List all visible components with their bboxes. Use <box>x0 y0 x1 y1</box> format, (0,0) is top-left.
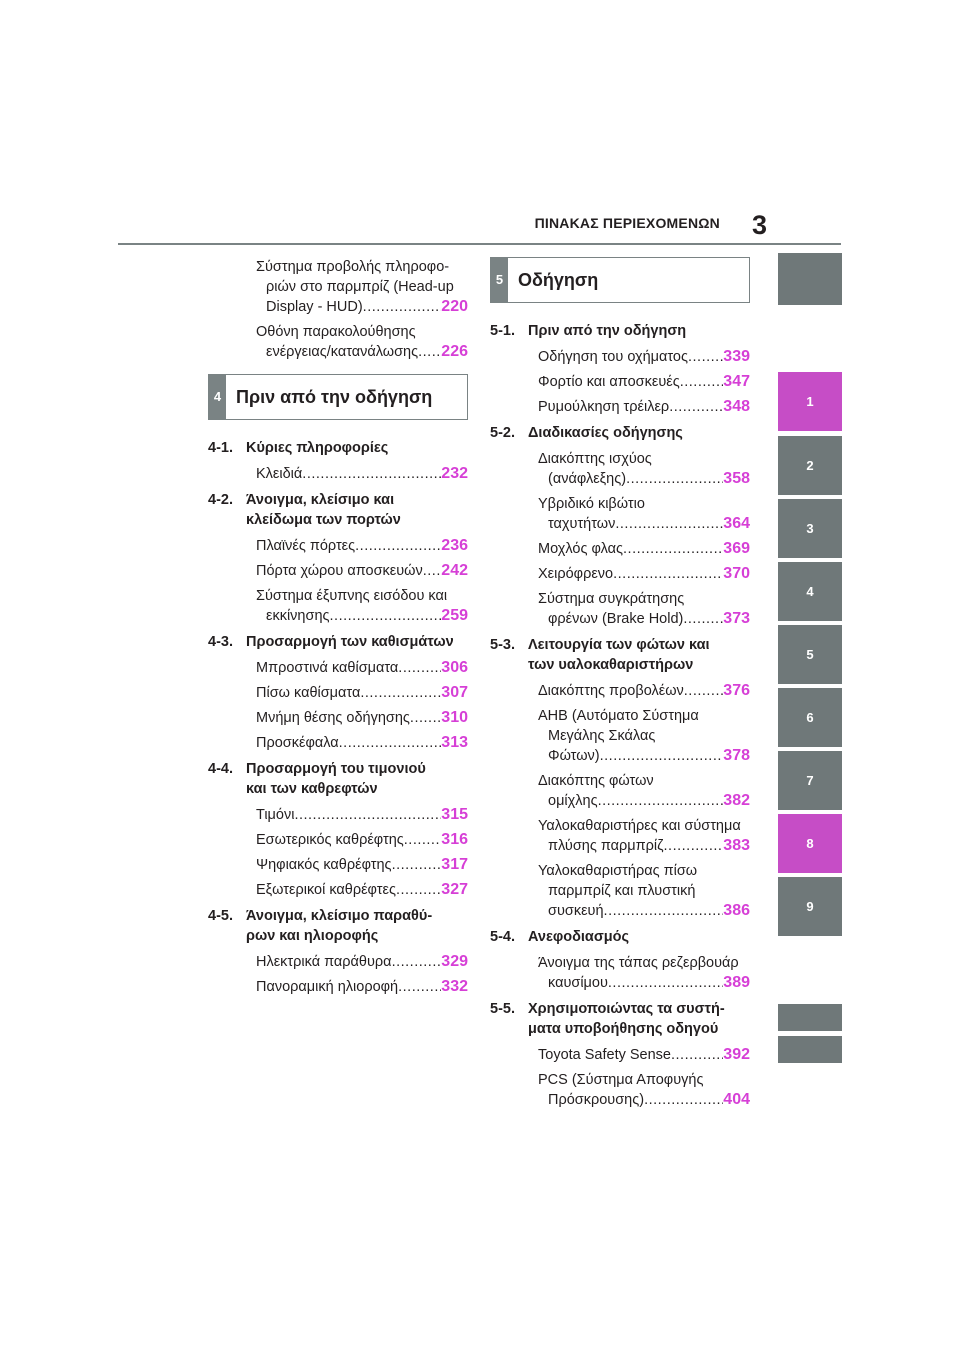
section-heading <box>490 927 750 947</box>
dot-leader <box>669 397 723 417</box>
page-reference-link[interactable]: 315 <box>441 806 468 823</box>
dot-leader <box>398 977 441 997</box>
toc-entry-text: Εξωτερικοί καθρέφτες <box>256 882 396 898</box>
toc-entry-text: AHB (Αυτόματο Σύστημα <box>538 708 699 724</box>
toc-entry[interactable] <box>490 771 750 811</box>
toc-entry-text: Πίσω καθίσματα <box>256 685 361 701</box>
toc-entry-last-line <box>538 347 750 367</box>
toc-entry-last-line <box>538 901 750 921</box>
toc-entry-text: Μνήμη θέσης οδήγησης <box>256 710 410 726</box>
dot-leader <box>360 683 441 703</box>
section-number: 5-3. <box>490 637 515 653</box>
toc-entry-last-line <box>538 791 750 811</box>
dot-leader <box>294 805 441 825</box>
toc-entry-text: ομίχλης <box>548 793 598 809</box>
chapter-tab-blank[interactable] <box>778 253 842 305</box>
page-reference-link[interactable]: 383 <box>723 837 750 854</box>
chapter-title: Οδήγηση <box>518 270 599 290</box>
toc-entry[interactable] <box>490 397 750 417</box>
section-number: 4-1. <box>208 440 233 456</box>
dot-leader <box>671 1045 723 1065</box>
toc-entry-text: συσκευή <box>548 903 604 919</box>
toc-entry-last-line <box>256 606 468 626</box>
page-reference-link[interactable]: 327 <box>441 881 468 898</box>
toc-entry-last-line <box>256 977 468 997</box>
toc-entry-last-line <box>256 733 468 753</box>
chapter-tab-4[interactable]: 4 <box>778 562 842 621</box>
section-number: 4-2. <box>208 492 233 508</box>
toc-entry[interactable] <box>490 706 750 766</box>
page-number: 3 <box>752 210 768 240</box>
toc-entry-last-line <box>538 372 750 392</box>
dot-leader <box>392 855 442 875</box>
dot-leader <box>608 973 723 993</box>
section-title: Ανεφοδιασμός <box>528 929 630 945</box>
toc-entry-text: Σύστημα έξυπνης εισόδου και <box>256 588 448 604</box>
dot-leader <box>684 681 724 701</box>
toc-entry-text: Διακόπτης προβολέων <box>538 683 684 699</box>
toc-entry-last-line <box>256 464 468 484</box>
dot-leader <box>339 733 442 753</box>
toc-entry[interactable] <box>208 880 468 900</box>
toc-entry-text: Διακόπτης φώτων <box>538 773 654 789</box>
section-title: Χρησιμοποιώντας τα συστή- ματα υποβοήθησης οδηγού <box>528 1001 725 1037</box>
toc-entry-text: Οδήγηση του οχήματος <box>538 349 688 365</box>
section-heading <box>490 321 750 341</box>
toc-entry[interactable] <box>208 708 468 728</box>
toc-entry-text: Σύστημα προβολής πληροφο- <box>256 259 450 275</box>
toc-entry-last-line <box>256 805 468 825</box>
chapter-tab-blank[interactable] <box>778 1004 842 1031</box>
page-reference-link[interactable]: 236 <box>441 537 468 554</box>
page-reference-link[interactable]: 404 <box>723 1091 750 1108</box>
dot-leader <box>604 901 724 921</box>
toc-entry-text: Χειρόφρενο <box>538 566 614 582</box>
page-reference-link[interactable]: 316 <box>441 831 468 848</box>
toc-entry-text: ενέργειας/κατανάλωσης <box>266 344 419 360</box>
page-reference-link[interactable]: 389 <box>723 974 750 991</box>
section-heading <box>208 632 468 652</box>
toc-entry-last-line <box>538 469 750 489</box>
toc-entry[interactable] <box>490 681 750 701</box>
dot-leader <box>396 880 441 900</box>
toc-entry-text: Μπροστινά καθίσματα <box>256 660 399 676</box>
toc-entry-text: PCS (Σύστημα Αποφυγής <box>538 1072 704 1088</box>
toc-entry-last-line <box>256 830 468 850</box>
chapter-tab-1[interactable]: 1 <box>778 372 842 431</box>
toc-entry-last-line <box>256 952 468 972</box>
dot-leader <box>600 746 724 766</box>
page-reference-link[interactable]: 364 <box>723 515 750 532</box>
toc-entry[interactable] <box>490 564 750 584</box>
dot-leader <box>623 539 723 559</box>
page-reference-link[interactable]: 317 <box>441 856 468 873</box>
chapter-tab-3[interactable]: 3 <box>778 499 842 558</box>
chapter-tab-5[interactable]: 5 <box>778 625 842 684</box>
toc-entry-last-line <box>538 609 750 629</box>
chapter-tab-9[interactable]: 9 <box>778 877 842 936</box>
toc-entry-last-line <box>538 1045 750 1065</box>
page-reference-link[interactable]: 332 <box>441 978 468 995</box>
page-reference-link[interactable]: 310 <box>441 709 468 726</box>
dot-leader <box>688 347 723 367</box>
toc-entry-text: Εσωτερικός καθρέφτης <box>256 832 404 848</box>
dot-leader <box>680 372 724 392</box>
toc-entry-text: Υβριδικό κιβώτιο <box>538 496 645 512</box>
page-reference-link[interactable]: 220 <box>441 298 468 315</box>
chapter-tab-7[interactable]: 7 <box>778 751 842 810</box>
section-title: Προσαρμογή του τιμονιού και των καθρεφτών <box>246 761 426 797</box>
page-reference-link[interactable]: 307 <box>441 684 468 701</box>
toc-entry[interactable] <box>490 816 750 856</box>
dot-leader <box>410 708 441 728</box>
chapter-tab-8[interactable]: 8 <box>778 814 842 873</box>
toc-entry[interactable] <box>208 830 468 850</box>
toc-entry-last-line <box>256 658 468 678</box>
page-reference-link[interactable]: 242 <box>441 562 468 579</box>
section-heading <box>208 438 468 458</box>
page-reference-link[interactable]: 313 <box>441 734 468 751</box>
dot-leader <box>398 658 441 678</box>
toc-entry-text: Υαλοκαθαριστήρας πίσω <box>538 863 698 879</box>
section-title: Διαδικασίες οδήγησης <box>528 425 683 441</box>
toc-entry[interactable] <box>208 586 468 626</box>
chapter-tab-6[interactable]: 6 <box>778 688 842 747</box>
page-reference-link[interactable]: 348 <box>723 398 750 415</box>
toc-entry-text: ριών στο παρμπρίζ (Head-up <box>266 279 454 295</box>
toc-entry-text: Σύστημα συγκράτησης <box>538 591 685 607</box>
section-heading <box>490 999 750 1039</box>
toc-entry-last-line <box>538 836 750 856</box>
section-title: Λειτουργία των φώτων και των υαλοκαθαριστήρων <box>528 637 710 673</box>
section-heading <box>490 635 750 675</box>
toc-entry-last-line <box>256 855 468 875</box>
toc-entry[interactable] <box>490 589 750 629</box>
toc-entry-text: Τιμόνι <box>256 807 295 823</box>
page-reference-link[interactable]: 376 <box>723 682 750 699</box>
toc-entry-last-line <box>256 880 468 900</box>
toc-entry[interactable] <box>490 372 750 392</box>
toc-entry[interactable] <box>208 658 468 678</box>
toc-entry-last-line <box>538 973 750 993</box>
page-reference-link[interactable]: 259 <box>441 607 468 624</box>
section-title: Πριν από την οδήγηση <box>528 323 687 339</box>
toc-entry-text: (ανάφλεξης) <box>548 471 627 487</box>
toc-entry-last-line <box>256 536 468 556</box>
section-heading <box>208 906 468 946</box>
chapter-title: Πριν από την οδήγηση <box>236 387 433 407</box>
toc-entry[interactable] <box>490 1070 750 1110</box>
toc-entry[interactable] <box>490 494 750 534</box>
page-reference-link[interactable]: 370 <box>723 565 750 582</box>
chapter-heading-box <box>208 374 468 420</box>
dot-leader <box>615 514 723 534</box>
chapter-tab-2[interactable]: 2 <box>778 436 842 495</box>
section-title: Άνοιγμα, κλείσιμο παραθύ- ρων και ηλιοροφής <box>246 908 433 944</box>
toc-entry[interactable] <box>490 539 750 559</box>
toc-entry-text: Κλειδιά <box>256 466 303 482</box>
dot-leader <box>418 342 441 362</box>
toc-entry-last-line <box>538 564 750 584</box>
toc-entry[interactable] <box>490 347 750 367</box>
toc-entry-text: Φώτων) <box>548 748 600 764</box>
toc-entry-last-line <box>538 681 750 701</box>
toc-entry[interactable] <box>208 257 468 317</box>
page-reference-link[interactable]: 378 <box>723 747 750 764</box>
section-heading <box>208 490 468 530</box>
toc-entry[interactable] <box>208 464 468 484</box>
dot-leader <box>598 791 724 811</box>
toc-entry[interactable] <box>490 449 750 489</box>
page-reference-link[interactable]: 386 <box>723 902 750 919</box>
chapter-heading-box <box>490 257 750 303</box>
toc-entry[interactable] <box>208 536 468 556</box>
section-number: 5-4. <box>490 929 515 945</box>
page-reference-link[interactable]: 382 <box>723 792 750 809</box>
toc-entry[interactable] <box>208 322 468 362</box>
toc-entry-text: ταχυτήτων <box>548 516 616 532</box>
dot-leader <box>404 830 442 850</box>
toc-entry-text: Ψηφιακός καθρέφτης <box>256 857 392 873</box>
section-number: 5-5. <box>490 1001 515 1017</box>
section-title: Κύριες πληροφορίες <box>246 440 389 456</box>
dot-leader <box>423 561 442 581</box>
toc-entry-text: Προσκέφαλα <box>256 735 339 751</box>
toc-entry-text: Πανοραμική ηλιοροφή <box>256 979 399 995</box>
toc-entry-text: Toyota Safety Sense <box>538 1047 671 1063</box>
chapter-number-tab: 5 <box>491 258 508 302</box>
toc-entry-last-line <box>256 561 468 581</box>
toc-entry-text: Display - HUD) <box>266 299 363 315</box>
toc-entry[interactable] <box>208 733 468 753</box>
toc-entry[interactable] <box>208 805 468 825</box>
toc-entry-text: παρμπρίζ και πλυστική <box>548 883 696 899</box>
chapter-tab-blank[interactable] <box>778 1036 842 1063</box>
toc-entry-last-line <box>538 1090 750 1110</box>
toc-right-column <box>490 257 750 1115</box>
section-number: 5-2. <box>490 425 515 441</box>
toc-entry-text: Ρυμούλκηση τρέιλερ <box>538 399 670 415</box>
page-reference-link[interactable]: 329 <box>441 953 468 970</box>
section-number: 5-1. <box>490 323 515 339</box>
toc-entry-text: Μεγάλης Σκάλας <box>548 728 656 744</box>
toc-entry[interactable] <box>208 855 468 875</box>
dot-leader <box>683 609 723 629</box>
header-divider <box>118 243 841 245</box>
toc-entry[interactable] <box>490 1045 750 1065</box>
section-title: Άνοιγμα, κλείσιμο και κλείδωμα των πορτών <box>246 492 401 528</box>
toc-entry-text: Διακόπτης ισχύος <box>538 451 652 467</box>
toc-entry[interactable] <box>490 861 750 921</box>
toc-entry-text: Πλαϊνές πόρτες <box>256 538 356 554</box>
toc-entry-last-line <box>256 683 468 703</box>
toc-entry-last-line <box>538 514 750 534</box>
page-reference-link[interactable]: 339 <box>723 348 750 365</box>
toc-entry-text: Πρόσκρουσης) <box>548 1092 645 1108</box>
toc-entry-last-line <box>538 397 750 417</box>
page-reference-link[interactable]: 369 <box>723 540 750 557</box>
dot-leader <box>626 469 723 489</box>
dot-leader <box>392 952 442 972</box>
toc-entry[interactable] <box>208 977 468 997</box>
toc-entry-text: καυσίμου <box>548 975 608 991</box>
toc-entry-text: Πόρτα χώρου αποσκευών <box>256 563 423 579</box>
dot-leader <box>302 464 441 484</box>
toc-entry-text: Ηλεκτρικά παράθυρα <box>256 954 392 970</box>
dot-leader <box>664 836 724 856</box>
toc-entry-text: Άνοιγμα της τάπας ρεζερβουάρ <box>538 955 739 971</box>
section-number: 4-5. <box>208 908 233 924</box>
section-title: Προσαρμογή των καθισμάτων <box>246 634 454 650</box>
dot-leader <box>363 297 442 317</box>
toc-entry-text: εκκίνησης <box>266 608 330 624</box>
toc-entry-text: Οθόνη παρακολούθησης <box>256 324 416 340</box>
toc-entry-last-line <box>256 342 468 362</box>
toc-entry-text: Μοχλός φλας <box>538 541 624 557</box>
toc-entry-text: πλύσης παρμπρίζ <box>548 838 664 854</box>
section-heading <box>490 423 750 443</box>
dot-leader <box>613 564 723 584</box>
dot-leader <box>330 606 442 626</box>
page-reference-link[interactable]: 306 <box>441 659 468 676</box>
section-heading <box>208 759 468 799</box>
page-reference-link[interactable]: 347 <box>723 373 750 390</box>
section-number: 4-3. <box>208 634 233 650</box>
chapter-number-tab: 4 <box>209 375 226 419</box>
page-reference-link[interactable]: 392 <box>723 1046 750 1063</box>
page-header-title: ΠΙΝΑΚΑΣ ΠΕΡΙΕΧΟΜΕΝΩΝ <box>534 215 720 231</box>
dot-leader <box>644 1090 723 1110</box>
toc-entry[interactable] <box>490 953 750 993</box>
toc-left-column <box>208 257 468 1002</box>
toc-entry[interactable] <box>208 683 468 703</box>
page-reference-link[interactable]: 226 <box>441 343 468 360</box>
dot-leader <box>355 536 441 556</box>
toc-entry-text: φρένων (Brake Hold) <box>548 611 684 627</box>
toc-entry-last-line <box>538 746 750 766</box>
toc-entry-text: Υαλοκαθαριστήρες και σύστημα <box>538 818 741 834</box>
toc-entry[interactable] <box>208 561 468 581</box>
section-number: 4-4. <box>208 761 233 777</box>
toc-entry-last-line <box>538 539 750 559</box>
page-reference-link[interactable]: 373 <box>723 610 750 627</box>
toc-entry-text: Φορτίο και αποσκευές <box>538 374 680 390</box>
toc-entry-last-line <box>256 708 468 728</box>
toc-entry[interactable] <box>208 952 468 972</box>
toc-entry-last-line <box>256 297 468 317</box>
page-reference-link[interactable]: 358 <box>723 470 750 487</box>
page-reference-link[interactable]: 232 <box>441 465 468 482</box>
